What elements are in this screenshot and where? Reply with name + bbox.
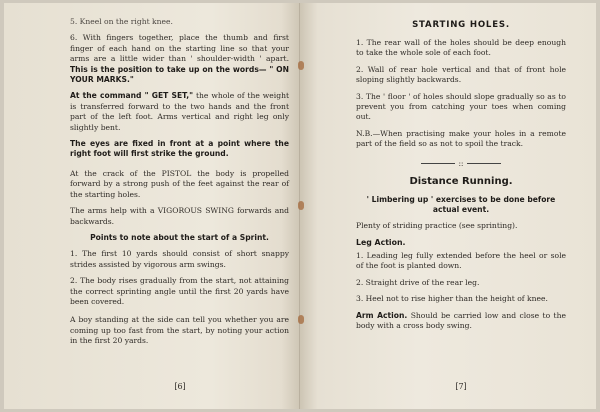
arm-action-text: Should be carried low and close to the body with a cross body swing. [356,310,566,330]
get-set-paragraph [70,91,289,133]
booklet-spread [4,3,596,409]
eyes-note: The eyes are fixed in front at a point where the right foot will first strike the ground. [70,139,289,159]
nb-note: N.B.—When practising make your holes in a remote part of the field so as not to spoil the track. [356,128,566,149]
observer-paragraph: A boy standing at the side can tell you whether you are coming up too fast from the start, by noting your action in the first 20 yards. [70,315,289,346]
page-number-left: [6] [174,382,186,391]
sprint-points-heading: Points to note about the start of a Sprint. [90,232,269,242]
divider-line-right [467,163,501,164]
distance-running-title: Distance Running. [409,175,513,187]
divider-mark: :: [458,159,464,168]
instruction-6-text: 6. With fingers together, place the thumb and first finger of each hand on the starting line so that your arms are a little wider than ' shoulder-width ' apart. [70,33,289,64]
striding-practice: Plenty of striding practice (see sprinting). [356,221,518,231]
page-number-right: [7] [455,382,467,391]
instruction-5: 5. Kneel on the right knee. [70,17,173,26]
holes-point-1: 1. The rear wall of the holes should be deep enough to take the whole sole of each foot. [356,38,566,58]
starting-holes-heading: STARTING HOLES. [412,20,510,30]
divider-line-left [421,163,455,164]
sprint-point-2: 2. The body rises gradually from the start, not attaining the correct sprinting angle until the first 20 yards have been covered. [70,276,289,306]
left-page [4,3,300,409]
right-page [300,3,596,409]
arm-action-paragraph [356,311,566,332]
limbering-up-subtitle: ' Limbering up ' exercises to be done before actual event. [366,194,556,215]
leg-action-heading: Leg Action. [356,237,406,247]
leg-point-3: 3. Heel not to rise higher than the height of knee. [356,294,548,304]
on-your-marks-note: This is the position to take up on the words— " ON YOUR MARKS." [70,64,289,85]
arms-paragraph: The arms help with a VIGOROUS SWING forwards and backwards. [70,206,289,226]
get-set-command: At the command " GET SET," [70,91,194,101]
holes-point-2: 2. Wall of rear hole vertical and that of front hole sloping slightly backwards. [356,64,566,85]
leg-point-2: 2. Straight drive of the rear leg. [356,277,480,287]
instruction-6 [70,33,289,85]
section-divider [356,160,566,168]
sprint-point-1: 1. The first 10 yards should consist of short snappy strides assisted by vigorous arm swings. [70,249,289,269]
leg-point-1: 1. Leading leg fully extended before the heel or sole of the foot is planted down. [356,250,566,271]
holes-point-3: 3. The ' floor ' of holes should slope gradually so as to prevent you from catching your toes when coming out. [356,91,566,122]
pistol-paragraph: At the crack of the PISTOL the body is propelled forward by a strong push of the feet against the rear of the starting holes. [70,168,289,199]
get-set-text: the whole of the weight is transferred forward to the two hands and the front part of the left foot. Arms vertical and right leg only slightly bent. [70,91,290,132]
arm-action-label: Arm Action. [356,310,408,320]
